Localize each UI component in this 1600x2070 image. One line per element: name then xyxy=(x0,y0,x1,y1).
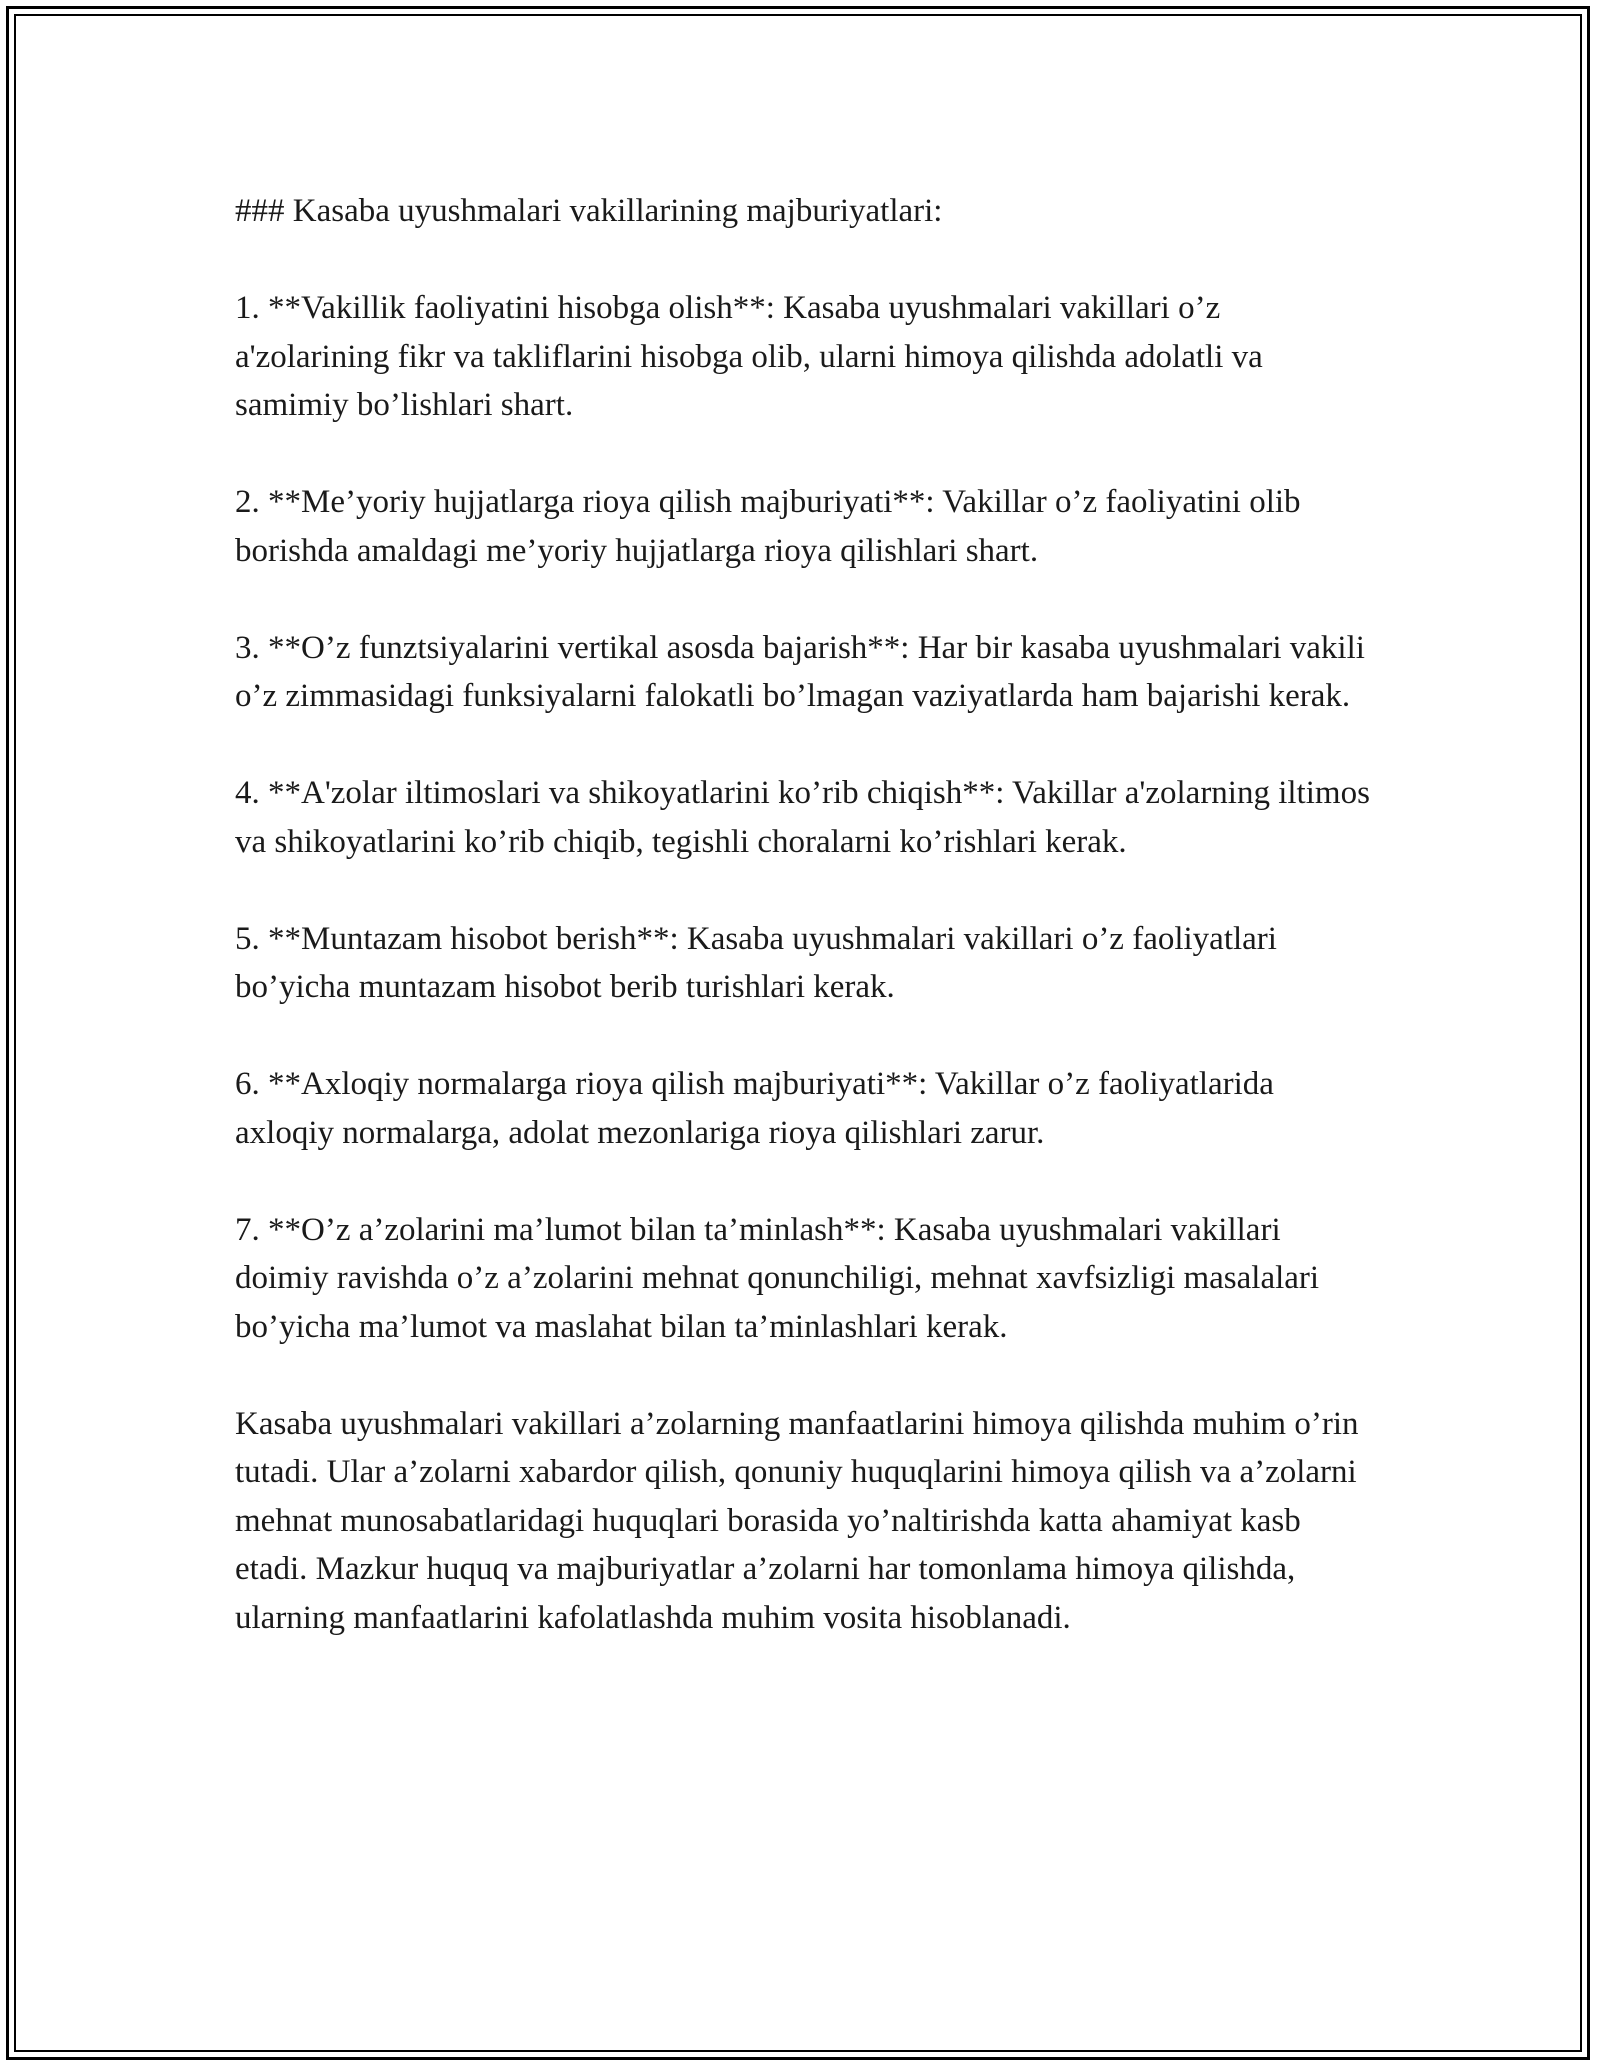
list-item: 4. **A'zolar iltimoslari va shikoyatlarini ko’rib chiqish**: Vakillar a'zolarning iltimos va shikoyatlarini ko’rib chiqib, tegishli choralarni ko’rishlari kerak. xyxy=(235,775,1370,860)
list-item: 7. **O’z a’zolarini ma’lumot bilan ta’minlash**: Kasaba uyushmalari vakillari doimiy ravishda o’z a’zolarini mehnat qonunchiligi, mehnat xavfsizligi masalalari bo’yicha ma’lumot va maslahat bilan ta’minlashlari kerak. xyxy=(235,1211,1320,1345)
list-item: 3. **O’z funztsiyalarini vertikal asosda bajarish**: Har bir kasaba uyushmalari vakili o’z zimmasidagi funksiyalarni falokatli bo’lmagan vaziyatlarda ham bajarishi kerak. xyxy=(235,629,1365,714)
list-item: 1. **Vakillik faoliyatini hisobga olish**: Kasaba uyushmalari vakillari o’z a'zolarining fikr va takliflarini hisobga olib, ularni himoya qilishda adolatli va samimiy bo’lishlari shart. xyxy=(235,290,1263,423)
conclusion-paragraph: Kasaba uyushmalari vakillari a’zolarning manfaatlarini himoya qilishda muhim o’rin tutadi. Ular a’zolarni xabardor qilish, qonuniy huquqlarini himoya qilish va a’zolarni mehnat munosabatlaridagi huquqlari borasida yo’naltirishda katta ahamiyat kasb etadi. Mazkur huquq va majburiyatlar a’zolarni har tomonlama himoya qilishda, ularning manfaatlarini kafolatlashda muhim vosita hisoblanadi. xyxy=(235,1405,1359,1636)
document-heading: ### Kasaba uyushmalari vakillarining majburiyatlari: xyxy=(235,193,943,229)
list-item: 6. **Axloqiy normalarga rioya qilish majburiyati**: Vakillar o’z faoliyatlarida axloqiy normalarga, adolat mezonlariga rioya qilishlari zarur. xyxy=(235,1066,1274,1151)
document-body xyxy=(235,187,1370,1642)
list-item: 2. **Me’yoriy hujjatlarga rioya qilish majburiyati**: Vakillar o’z faoliyatini olib borishda amaldagi me’yoriy hujjatlarga rioya qilishlari shart. xyxy=(235,484,1301,569)
list-item: 5. **Muntazam hisobot berish**: Kasaba uyushmalari vakillari o’z faoliyatlari bo’yicha muntazam hisobot berib turishlari kerak. xyxy=(235,920,1277,1005)
